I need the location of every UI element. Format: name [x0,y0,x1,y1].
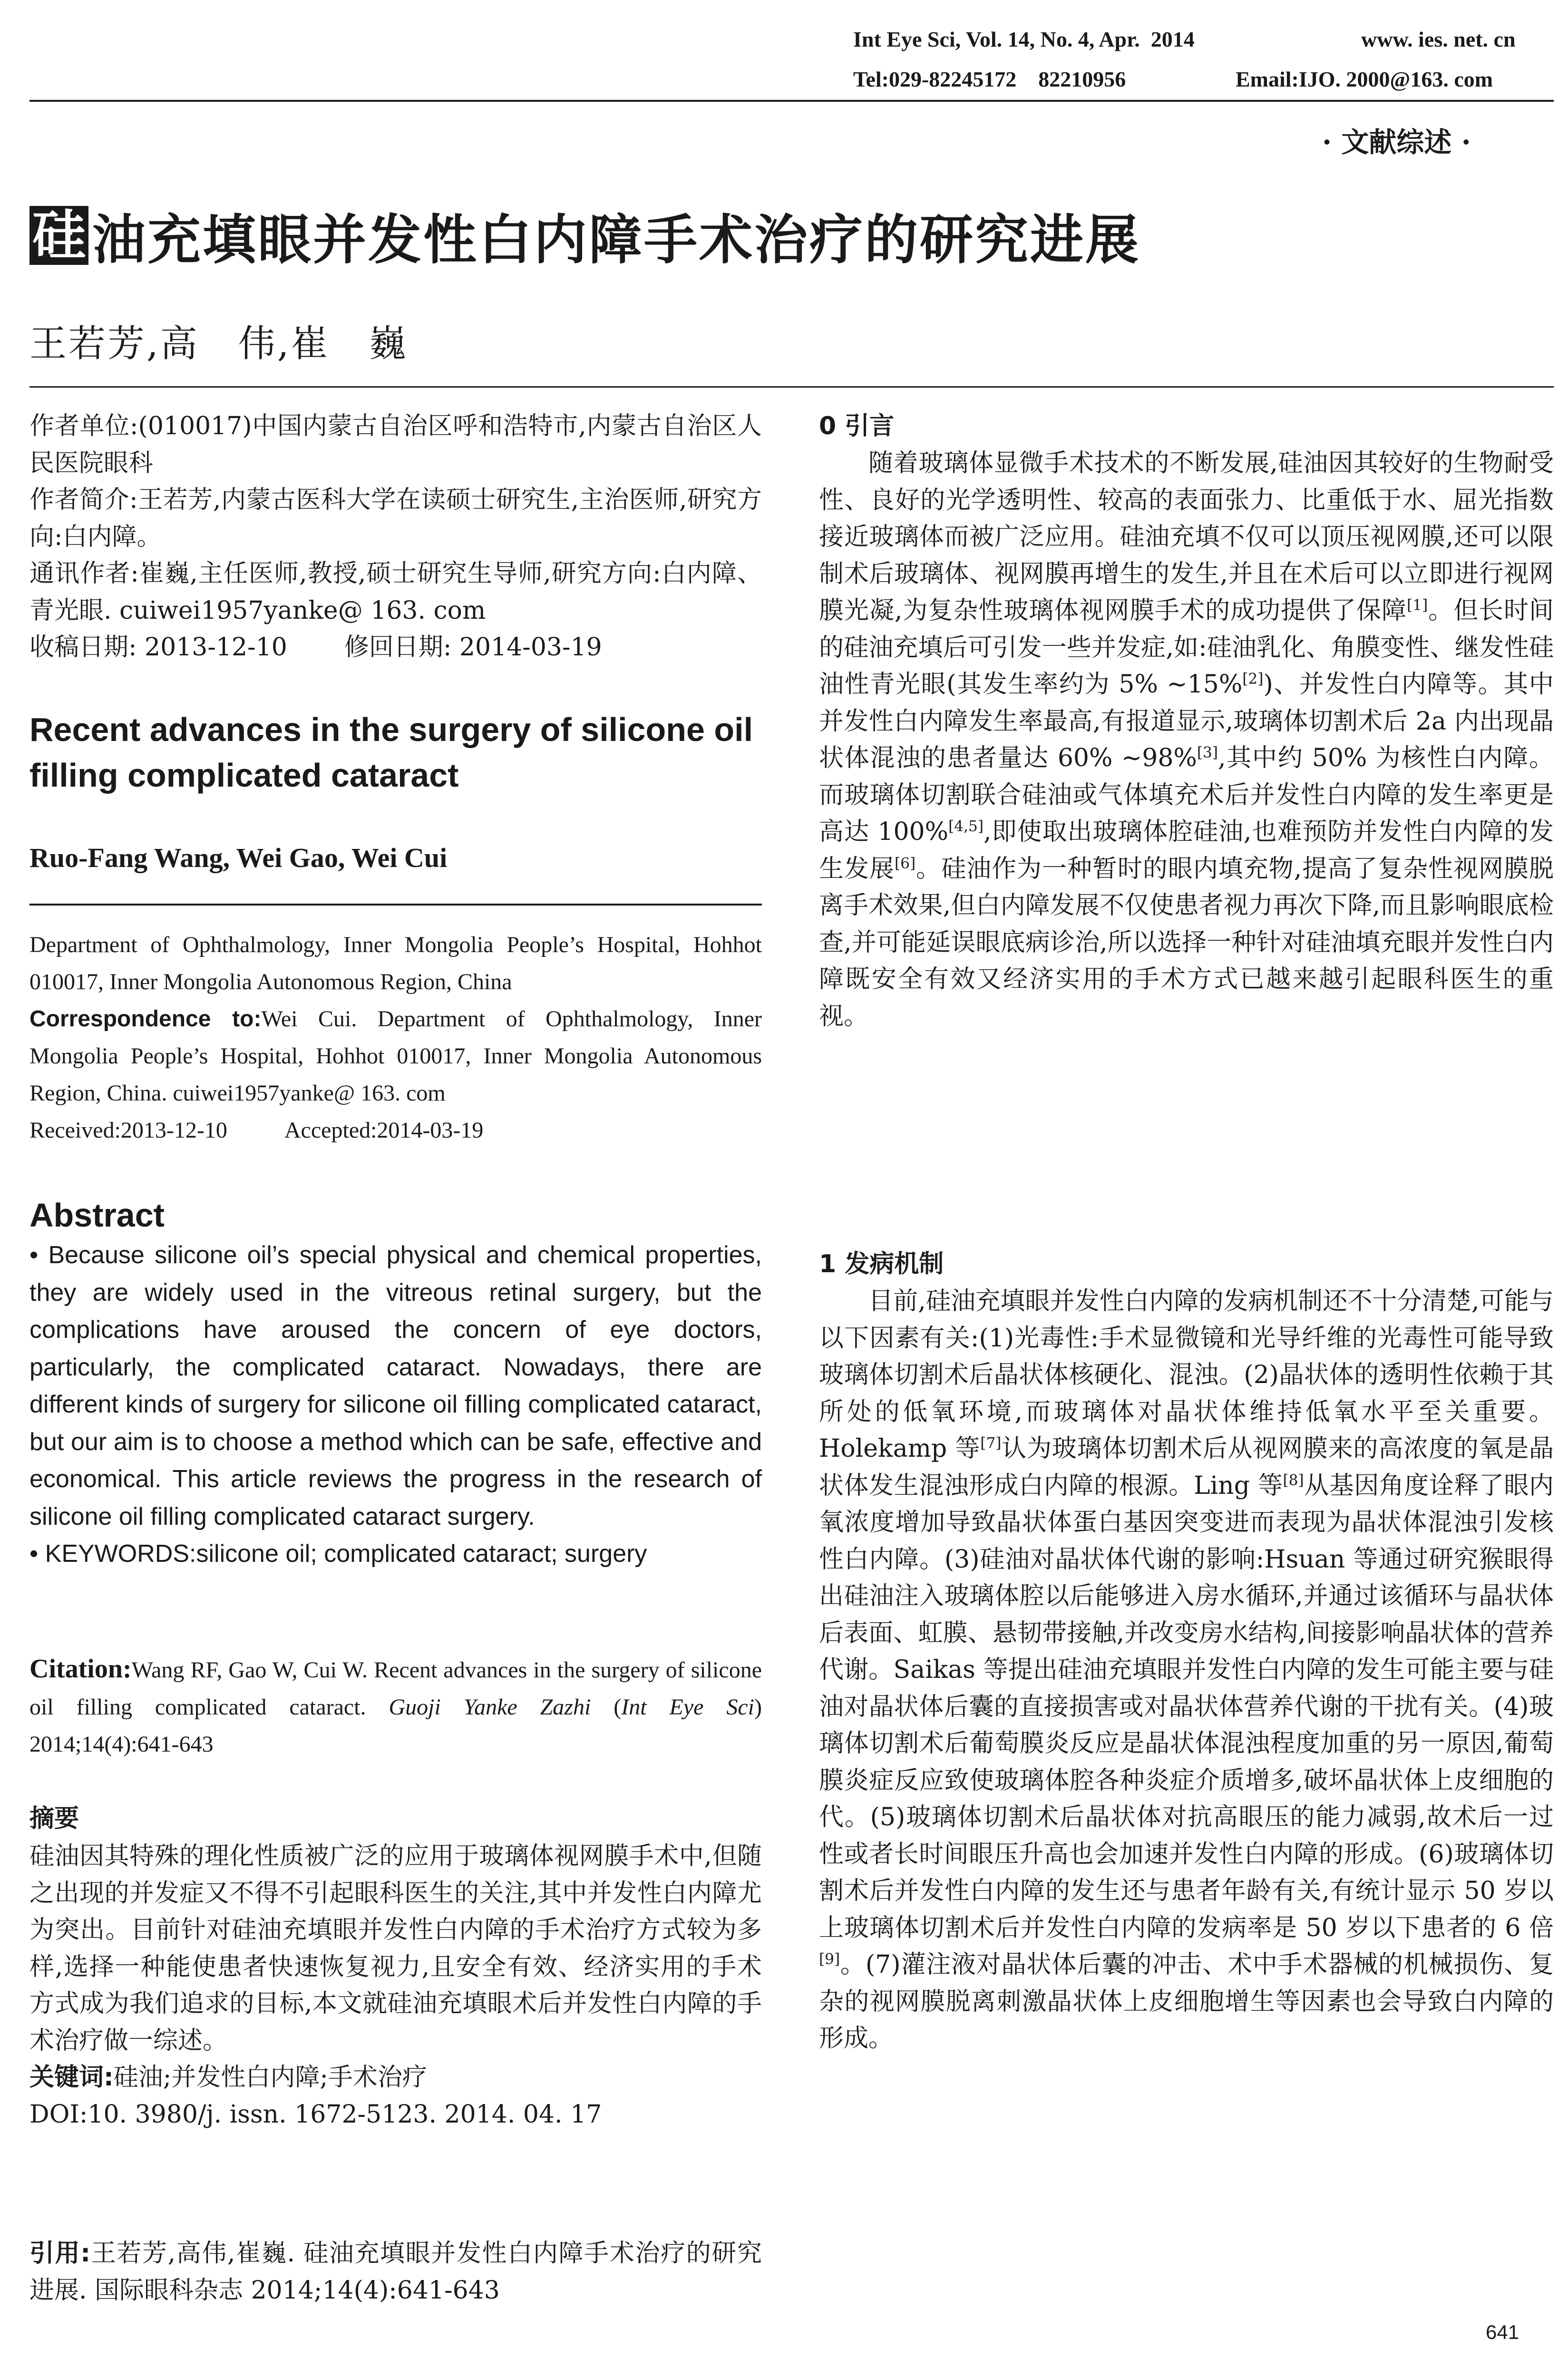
mechanism-heading: 1 发病机制 [819,1250,944,1278]
ref-3[interactable]: [3] [1197,744,1218,761]
accepted-date-en: Accepted:2014-03-19 [284,1118,484,1143]
intro-section [819,445,1554,1035]
title-text: 油充填眼并发性白内障手术治疗的研究进展 [92,209,1140,271]
affiliations-cn [29,408,762,666]
keywords-cn-text: 硅油;并发性白内障;手术治疗 [113,2063,427,2092]
title-rule [29,386,1554,388]
keywords-cn [29,2059,762,2096]
ref-7[interactable]: [7] [980,1434,1002,1452]
ref-6[interactable]: [6] [894,855,916,872]
journal-email[interactable]: Email:IJO. 2000@163. com [1236,67,1493,91]
title-en: Recent advances in the surgery of silicone oil filling complicated cataract [29,711,753,794]
received-date-cn: 收稿日期: 2013-12-10 [29,633,287,662]
citation-en-paren: ( [591,1695,622,1720]
citation-cn-text: 王若芳,高伟,崔巍. 硅油充填眼并发性白内障手术治疗的研究进展. 国际眼科杂志 2014;14(4):641-643 [29,2239,762,2305]
received-date-en: Received:2013-12-10 [29,1118,227,1143]
affiliation-en: Department of Ophthalmology, Inner Mongolia People’s Hospital, Hohhot 010017, Inner Mongolia Autonomous Region, China [29,932,762,994]
journal-website[interactable]: www. ies. net. cn [1361,27,1516,51]
ref-8[interactable]: [8] [1283,1471,1304,1489]
keywords-en: • KEYWORDS:silicone oil; complicated cataract; surgery [29,1540,647,1568]
citation-en-volume: ) 2014;14(4):641-643 [29,1695,762,1757]
affiliation-unit: 作者单位:(010017)中国内蒙古自治区呼和浩特市,内蒙古自治区人民医院眼科 [29,412,762,477]
journal-line: Int Eye Sci, Vol. 14, No. 4, Apr. 2014 [853,27,1195,51]
mechanism-paragraph: 目前,硅油充填眼并发性白内障的发病机制还不十分清楚,可能与以下因素有关:(1)光毒性:手术显微镜和光导纤维的光毒性可能导致玻璃体切割术后晶状体核硬化、混浊。(2)晶状体的透明性依赖于其所处的低氧环境,而玻璃体对晶状体维持低氧水平至关重要。Holekamp 等[7]认为玻璃体切割术后从视网膜来的高浓度的氧是晶状体发生混浊形成白内障的根源。Ling 等[8]从基因角度诠释了眼内氧浓度增加导致晶状体蛋白基因突变进而表现为晶状体混浊引发核性白内障。(3)硅油对晶状体代谢的影响:Hsuan 等通过研究猴眼得出硅油注入玻璃体腔以后能够进入房水循环,并通过该循环与晶状体后表面、虹膜、悬韧带接触,并改变房水结构,间接影响晶状体的营养代谢。Saikas 等提出硅油充填眼并发性白内障的发生可能主要与硅油对晶状体后囊的直接损害或对晶状体营养代谢的干扰有关。(4)玻璃体切割术后葡萄膜炎反应是晶状体混浊程度加重的另一原因,葡萄膜炎症反应致使玻璃体腔各种炎症介质增多,破坏晶状体上皮细胞的代。(5)玻璃体切割术后晶状体对抗高眼压的能力减弱,故术后一过性或者长时间眼压升高也会加速并发性白内障的形成。(6)玻璃体切割术后并发性白内障的发生还与患者年龄有关,有统计显示 50 岁以上玻璃体切割术后并发性白内障的发病率是 50 岁以下患者的 6 倍[9]。(7)灌注液对晶状体后囊的冲击、术中手术器械的机械损伤、复杂的视网膜脱离刺激晶状体上皮细胞增生等因素也会导致白内障的形成。 [819,1287,1554,2053]
citation-en-journal: Guoji Yanke Zazhi [389,1695,591,1720]
dates-en [29,1112,762,1149]
citation-en-label: Citation: [29,1654,132,1684]
authors-cn: 王若芳,高 伟,崔 巍 [29,322,408,365]
intro-paragraph: 随着玻璃体显微手术技术的不断发展,硅油因其较好的生物耐受性、良好的光学透明性、较高的表面张力、比重低于水、屈光指数接近玻璃体而被广泛应用。硅油充填不仅可以顶压视网膜,还可以限制术后玻璃体、视网膜再增生的发生,并且在术后可以立即进行视网膜光凝,为复杂性玻璃体视网膜手术的成功提供了保障[1]。但长时间的硅油充填后可引发一些并发症,如:硅油乳化、角膜变性、继发性硅油性青光眼(其发生率约为 5% ~15%[2])、并发性白内障等。其中并发性白内障发生率最高,有报道显示,玻璃体切割术后 2a 内出现晶状体混浊的患者量达 60% ~98%[3],其中约 50% 为核性白内障。而玻璃体切割联合硅油或气体填充术后并发性白内障的发生率更是高达 100%[4,5],即使取出玻璃体腔硅油,也难预防并发性白内障的发生发展[6]。硅油作为一种暂时的眼内填充物,提高了复杂性视网膜脱离手术效果,但白内障发展不仅使患者视力再次下降,而且影响眼底检查,并可能延误眼底病诊治,所以选择一种针对硅油填充眼并发性白内障既安全有效又经济实用的手术方式已越来越引起眼科医生的重视。 [819,449,1554,1031]
citation-en-text: Wang RF, Gao W, Cui W. Recent advances in the surgery of silicone oil filling complicated cataract. [29,1657,762,1720]
ref-2[interactable]: [2] [1242,670,1264,688]
keywords-cn-label: 关键词: [29,2063,114,2092]
abstract-en [29,1237,762,1573]
page-title [29,205,1140,271]
journal-tel: Tel:029-82245172 82210956 [853,67,1126,91]
mechanism-section [819,1283,1554,2057]
correspondence [29,1001,762,1112]
title-first-char: 硅 [29,206,88,265]
abstract-cn-heading: 摘要 [29,1804,79,1833]
abstract-cn-body: 硅油因其特殊的理化性质被广泛的应用于玻璃体视网膜手术中,但随之出现的并发症又不得不引起眼科医生的关注,其中并发性白内障尤为突出。目前针对硅油充填眼并发性白内障的手术治疗方式较为多样,选择一种能使患者快速恢复视力,且安全有效、经济实用的手术方式成为我们追求的目标,本文就硅油充填眼术后并发性白内障的手术治疗做一综述。 [29,1842,762,2055]
correspondence-label: Correspondence to: [29,1006,262,1032]
dates-cn [29,629,762,666]
revised-date-cn: 修回日期: 2014-03-19 [344,633,602,662]
authors-en-rule [29,904,762,906]
ref-4-5[interactable]: [4,5] [948,818,984,835]
section-label: · 文献综述 · [1322,126,1471,158]
citation-cn [29,2235,762,2309]
abstract-en-heading: Abstract [29,1197,165,1234]
intro-heading: 0 引言 [819,412,895,440]
citation-en [29,1650,762,1763]
page-number: 641 [1486,2321,1519,2343]
header-rule [29,100,1554,102]
citation-cn-label: 引用: [29,2239,91,2268]
authors-en: Ruo-Fang Wang, Wei Gao, Wei Cui [29,842,448,873]
ref-1[interactable]: [1] [1406,596,1428,614]
correspondence-text: Wei Cui. Department of Ophthalmology, Inner Mongolia People’s Hospital, Hohhot 010017, Inner Mongolia Autonomous Region, China. cuiwei1957yanke@ 163. com [29,1006,762,1106]
doi[interactable]: DOI:10. 3980/j. issn. 1672-5123. 2014. 04. 17 [29,2100,602,2129]
author-profile: 作者简介:王若芳,内蒙古医科大学在读硕士研究生,主治医师,研究方向:白内障。 [29,486,762,551]
corresponding-author: 通讯作者:崔巍,主任医师,教授,硕士研究生导师,研究方向:白内障、青光眼. cuiwei1957yanke@ 163. com [29,559,762,625]
citation-en-journal-abbr: Int Eye Sci [621,1695,755,1720]
abstract-cn [29,1838,762,2133]
affiliation-en-block [29,926,762,1149]
ref-9[interactable]: [9] [819,1950,840,1968]
abstract-en-body: • Because silicone oil’s special physical and chemical properties, they are widely used in the vitreous retinal surgery, but the complications have aroused the concern of eye doctors, particularly, the complicated cataract. Nowadays, there are different kinds of surgery for silicone oil filling complicated cataract, but our aim is to choose a method which can be safe, effective and economical. This article reviews the progress in the research of silicone oil filling complicated cataract surgery. [29,1241,762,1530]
